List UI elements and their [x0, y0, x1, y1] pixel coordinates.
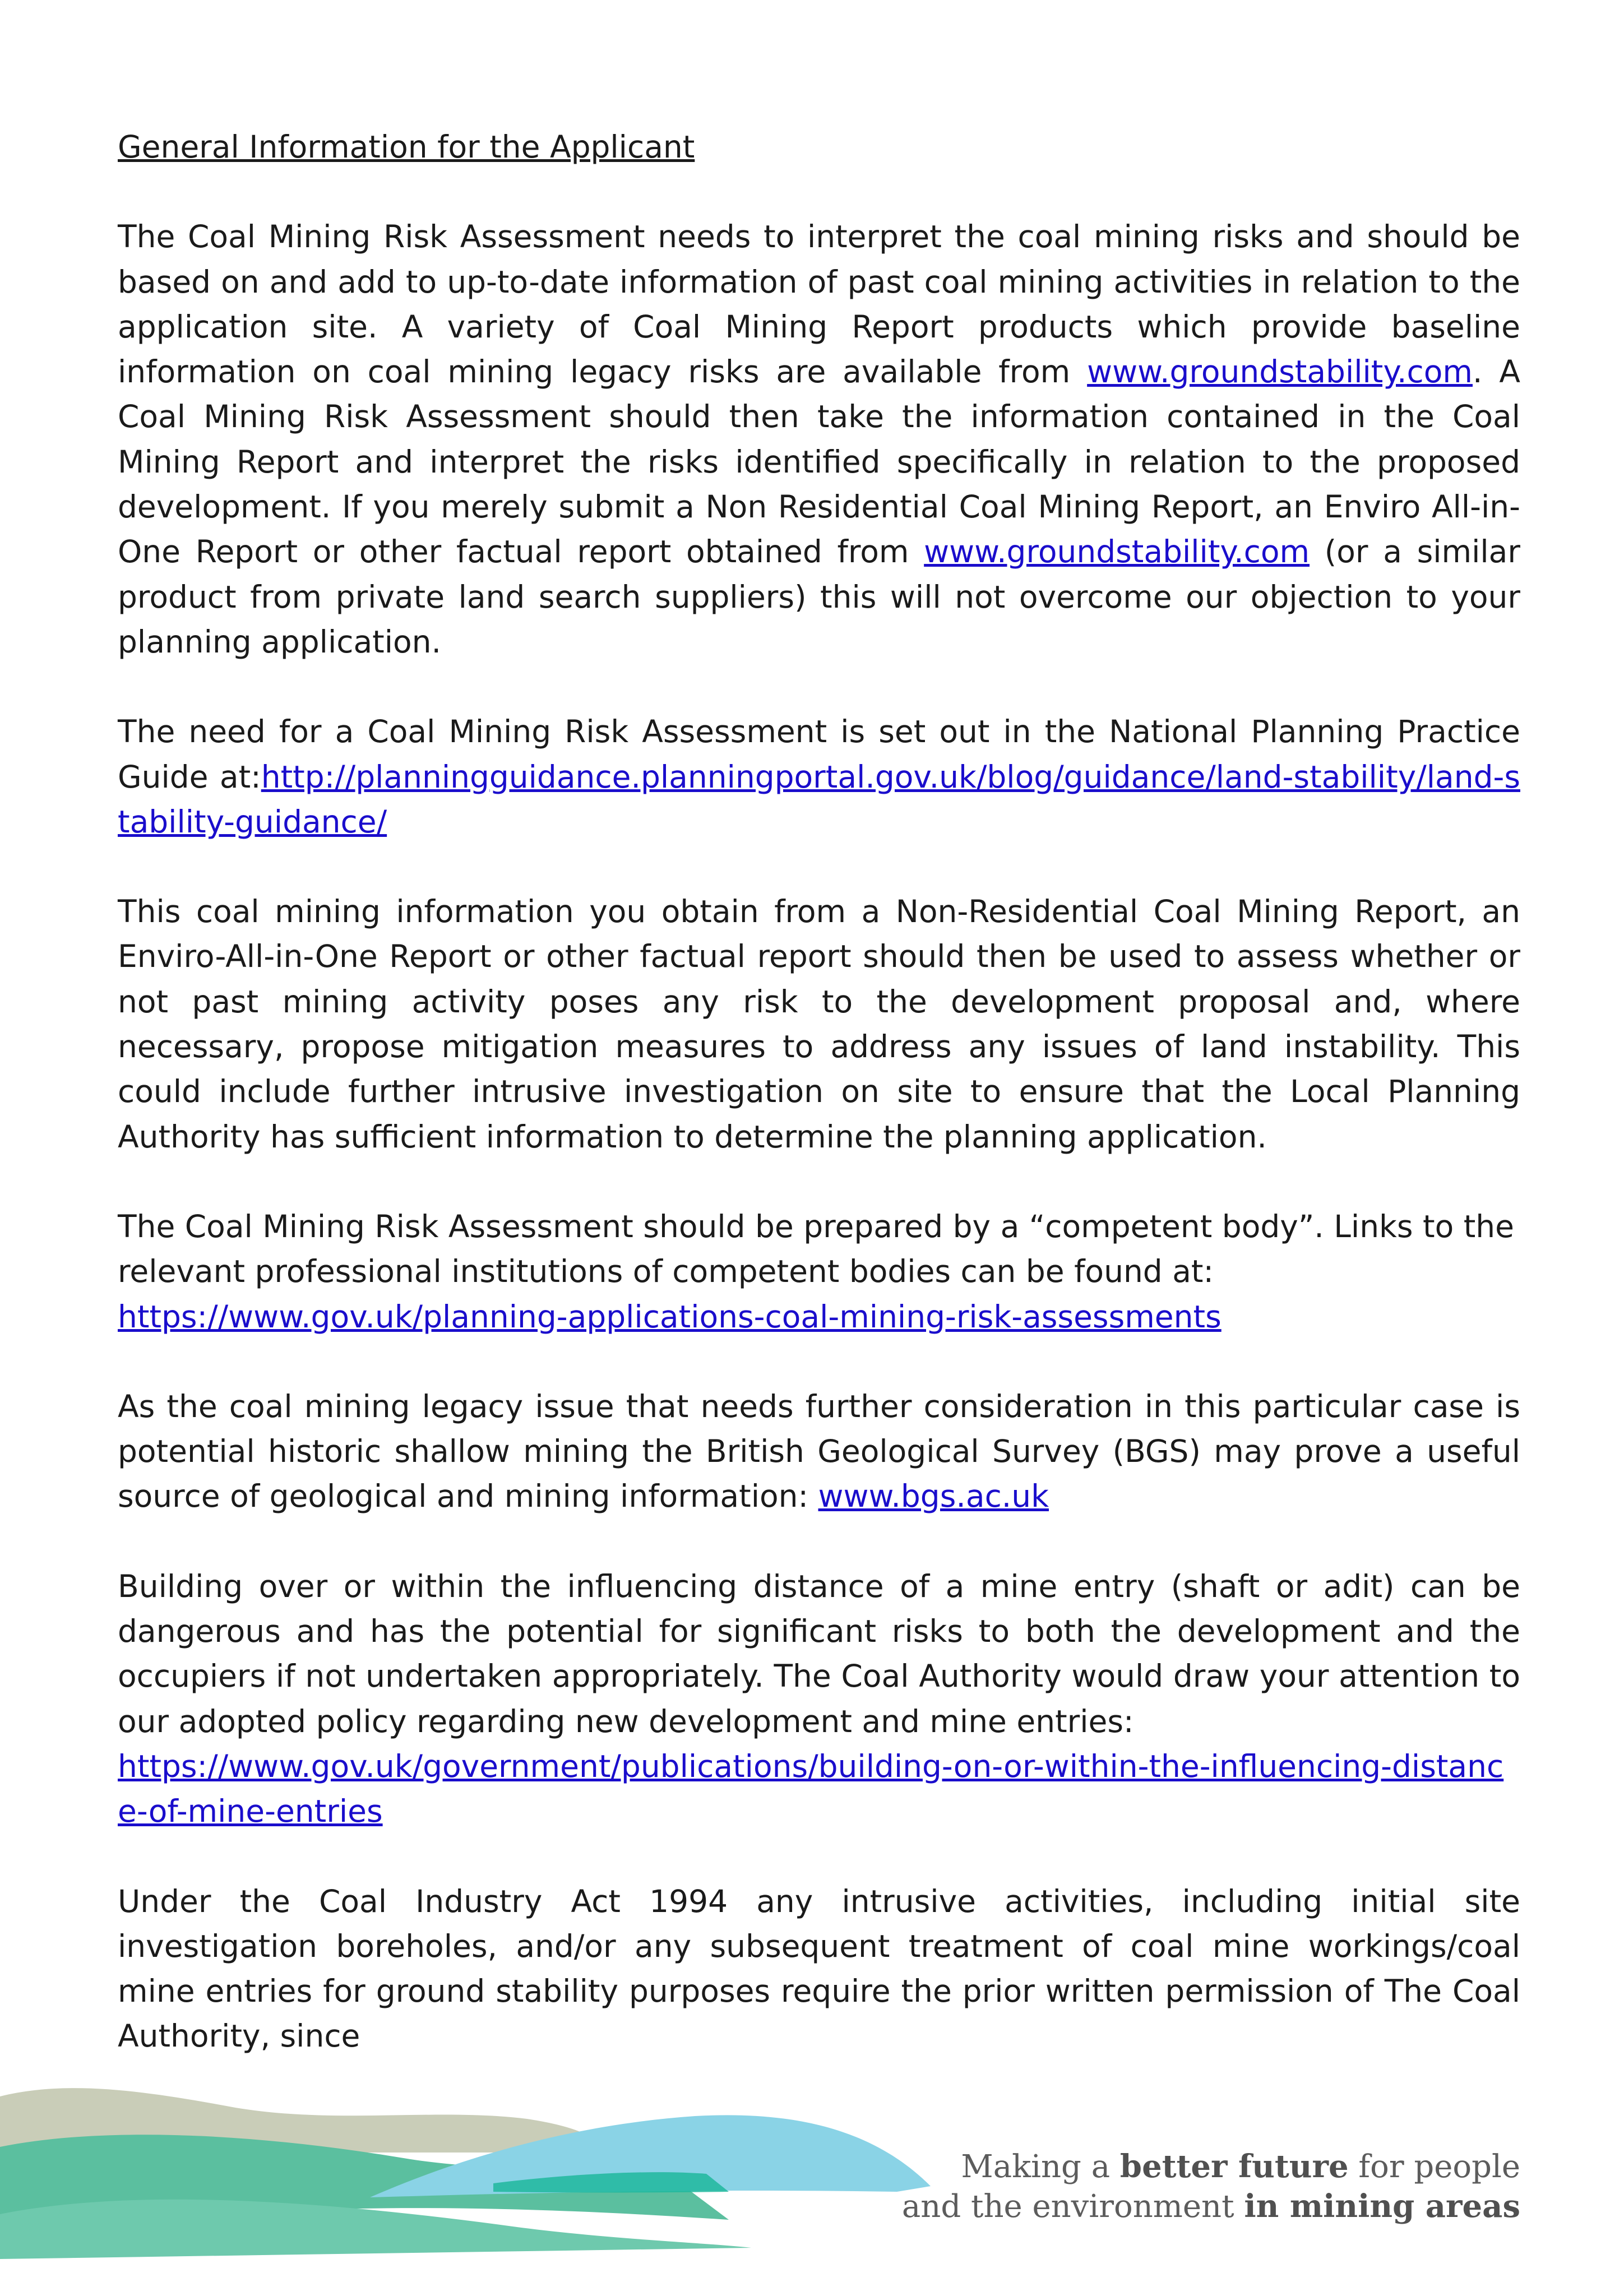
paragraph-text: The need for a Coal Mining Risk Assessment is set out in the National Planning Practice Guide at: — [118, 714, 1520, 795]
tagline-line-2 — [902, 2187, 1520, 2226]
tagline-line-1 — [902, 2147, 1520, 2187]
tagline-bold: better future — [1119, 2148, 1349, 2185]
paragraph-mine-entries — [118, 1564, 1520, 1834]
tagline-text: Making a — [961, 2149, 1120, 2185]
paragraph-competent-body — [118, 1204, 1520, 1339]
groundstability-link[interactable]: www.groundstability.com — [1087, 354, 1473, 390]
section-heading: General Information for the Applicant — [118, 129, 695, 165]
paragraph-risk-assessment — [118, 214, 1520, 664]
paragraph-text: The Coal Mining Risk Assessment should be prepared by a “competent body”. Links to the relevant professional institutions of competent bodies can be found at: — [118, 1208, 1515, 1290]
footer-waves-graphic — [0, 2074, 953, 2259]
planning-guidance-link[interactable]: http://planningguidance.planningportal.gov.uk/blog/guidance/land-stability/land-stability-guidance/ — [118, 758, 1520, 840]
tagline-bold: in mining areas — [1244, 2188, 1520, 2225]
paragraph-text: . A Coal Mining Risk Assessment should then take the information contained in the Coal Mining Report and interpret the risks identified specifically in relation to the proposed development. If you merely submit a Non Residential Coal Mining Report, an Enviro All-in-One Report or other factual report obtained from — [118, 354, 1520, 570]
paragraph-text: Building over or within the influencing distance of a mine entry (shaft or adit) can be dangerous and has the potential for significant risks to both the development and the occupiers if not undertaken appropriately. The Coal Authority would draw your attention to our adopted policy regarding new development and mine entries: — [118, 1568, 1520, 1739]
paragraph-text: The Coal Mining Risk Assessment needs to interpret the coal mining risks and should be based on and add to up-to-date information of past coal mining activities in relation to the application site. A variety of Coal Mining Report products which provide baseline information on coal mining legacy risks are available from — [118, 219, 1520, 390]
paragraph-mining-information — [118, 889, 1520, 1159]
paragraph-planning-guide — [118, 709, 1520, 844]
gov-risk-assessments-link[interactable]: https://www.gov.uk/planning-applications-coal-mining-risk-assessments — [118, 1298, 1222, 1335]
footer-tagline — [902, 2147, 1520, 2226]
paragraph-text: Under the Coal Industry Act 1994 any intrusive activities, including initial site investigation boreholes, and/or any subsequent treatment of coal mine workings/coal mine entries for ground stability purposes require the prior written permission of The Coal Authority, since — [118, 1883, 1520, 2054]
tagline-text: and the environment — [901, 2188, 1244, 2225]
bgs-link[interactable]: www.bgs.ac.uk — [818, 1478, 1049, 1515]
document-body — [118, 124, 1520, 2104]
paragraph-text: As the coal mining legacy issue that needs further consideration in this particular case is potential historic shallow mining the British Geological Survey (BGS) may prove a useful source of geological and mining information: — [118, 1388, 1520, 1515]
paragraph-coal-industry-act — [118, 1879, 1520, 2059]
paragraph-text: This coal mining information you obtain from a Non-Residential Coal Mining Report, an Enviro-All-in-One Report or other factual report should then be used to assess whether or not past mining activity poses any risk to the development proposal and, where necessary, propose mitigation measures to address any issues of land instability. This could include further intrusive investigation on site to ensure that the Local Planning Authority has sufficient information to determine the planning application. — [118, 894, 1520, 1155]
paragraph-text: (or a similar product from private land search suppliers) this will not overcome our objection to your planning application. — [118, 534, 1520, 660]
paragraph-bgs — [118, 1384, 1520, 1519]
groundstability-link-2[interactable]: www.groundstability.com — [924, 534, 1310, 570]
mine-entries-policy-link[interactable]: https://www.gov.uk/government/publications/building-on-or-within-the-influencing-distance-of-mine-entries — [118, 1748, 1504, 1830]
tagline-text: for people — [1348, 2149, 1520, 2185]
